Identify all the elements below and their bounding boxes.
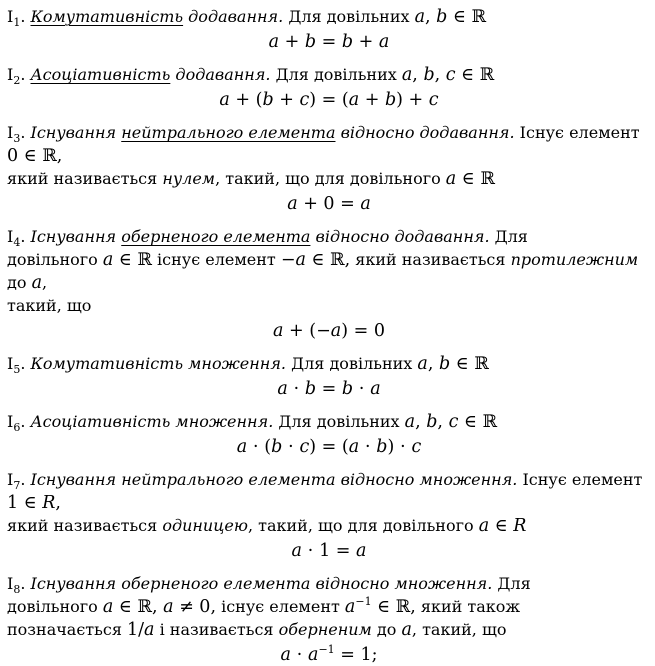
inline-math: a bbox=[31, 273, 43, 293]
axiom-paragraph bbox=[7, 225, 651, 317]
inline-math: a ∈ ℝ bbox=[445, 169, 495, 189]
axiom-block bbox=[7, 225, 651, 342]
text-segment: довільного bbox=[7, 250, 103, 269]
axiom-paragraph bbox=[7, 468, 651, 537]
text-segment: і називається bbox=[154, 620, 279, 639]
axiom-label-dot: . bbox=[20, 7, 26, 26]
text-segment: Для довільних bbox=[286, 354, 418, 373]
text-segment: позначається bbox=[7, 620, 128, 639]
text-segment: оберненого елемента bbox=[121, 227, 311, 246]
display-formula: a + 0 = a bbox=[287, 194, 371, 214]
axiom-block bbox=[7, 63, 651, 111]
axiom-label-subscript: 5 bbox=[13, 363, 21, 377]
axiom-block bbox=[7, 572, 651, 666]
text-segment: Комутативність bbox=[30, 7, 184, 26]
inline-math: a ∈ R bbox=[478, 516, 527, 536]
axiom-label-dot: . bbox=[20, 412, 26, 431]
axiom-label-letter: I bbox=[7, 123, 14, 142]
axiom-block bbox=[7, 410, 651, 458]
axiom-label bbox=[7, 354, 26, 377]
text-segment: додавання. bbox=[183, 7, 284, 26]
text-segment: нулем bbox=[162, 169, 216, 188]
text-segment: , такий, що bbox=[411, 620, 507, 639]
axiom-block bbox=[7, 352, 651, 400]
inline-math: a, b, c ∈ ℝ bbox=[404, 412, 497, 432]
axiom-label-dot: . bbox=[20, 470, 26, 489]
inline-math: a, b ∈ ℝ bbox=[414, 7, 486, 27]
axiom-label-letter: I bbox=[7, 227, 14, 246]
text-segment: відносно додавання. bbox=[335, 123, 515, 142]
inline-math: a, b, c ∈ ℝ bbox=[401, 65, 495, 85]
inline-math: a, b ∈ ℝ bbox=[417, 354, 489, 374]
axiom-label-letter: I bbox=[7, 470, 14, 489]
text-segment: який називається bbox=[7, 169, 163, 188]
axiom-label-letter: I bbox=[7, 574, 14, 593]
text-segment: Для bbox=[489, 227, 528, 246]
axiom-paragraph bbox=[7, 352, 651, 375]
axiom-label-dot: . bbox=[20, 65, 26, 84]
display-formula: $a \cdot a^{-1} = 1$; bbox=[280, 643, 378, 665]
text-segment: Існування bbox=[30, 123, 122, 142]
text-segment: одиницею bbox=[162, 516, 248, 535]
inline-math: a bbox=[401, 620, 412, 640]
axiom-paragraph bbox=[7, 63, 651, 86]
text-segment: Для довільних bbox=[283, 7, 415, 26]
axiom-paragraph bbox=[7, 5, 651, 28]
text-segment: Асоціативність множення. bbox=[30, 412, 274, 431]
text-segment: Існування bbox=[30, 227, 122, 246]
text-segment: нейтрального елемента bbox=[121, 123, 336, 142]
inline-math: $a^{-1}$ ∈ ℝ, bbox=[344, 595, 416, 617]
inline-math: a ∈ ℝ, a ≠ 0, bbox=[102, 597, 217, 617]
axiom-block bbox=[7, 5, 651, 53]
axiom-block bbox=[7, 121, 651, 215]
text-segment: до bbox=[7, 273, 32, 292]
math-axioms-document bbox=[7, 5, 651, 666]
text-segment: до bbox=[371, 620, 402, 639]
text-segment: Комутативність множення. bbox=[30, 354, 287, 373]
axiom-label-subscript: 3 bbox=[13, 132, 21, 146]
text-segment: існує елемент bbox=[216, 597, 345, 616]
axiom-label-subscript: 2 bbox=[13, 74, 21, 88]
axiom-label bbox=[7, 65, 26, 88]
inline-math: 1 ∈ R, bbox=[7, 493, 61, 513]
display-formula: a ⋅ 1 = a bbox=[291, 541, 367, 561]
display-formula: a + (b + c) = (a + b) + c bbox=[219, 90, 439, 110]
inline-math: −a ∈ ℝ, bbox=[280, 250, 351, 270]
axiom-label-subscript: 8 bbox=[13, 583, 21, 597]
text-segment: додавання. bbox=[170, 65, 271, 84]
text-segment: , такий, що для довільного bbox=[215, 169, 446, 188]
inline-math: a ∈ ℝ bbox=[102, 250, 152, 270]
text-segment: , такий, що для довільного bbox=[247, 516, 479, 535]
text-segment: існує елемент bbox=[151, 250, 281, 269]
text-segment: Існує елемент bbox=[514, 123, 640, 142]
text-segment: довільного bbox=[7, 597, 103, 616]
axiom-label bbox=[7, 412, 26, 435]
axiom-label-letter: I bbox=[7, 412, 14, 431]
text-segment: такий, що bbox=[7, 296, 92, 315]
axiom-label bbox=[7, 227, 26, 250]
text-segment: , bbox=[42, 273, 48, 292]
inline-math: 1/a bbox=[127, 620, 155, 640]
axiom-label-dot: . bbox=[20, 354, 26, 373]
text-segment: Для довільних bbox=[270, 65, 402, 84]
axiom-label-dot: . bbox=[20, 574, 26, 593]
text-segment: протилежним bbox=[510, 250, 639, 269]
text-segment: Існує елемент bbox=[517, 470, 643, 489]
display-formula: a + (−a) = 0 bbox=[273, 321, 385, 341]
text-segment: який також bbox=[415, 597, 521, 616]
text-segment: оберненим bbox=[278, 620, 372, 639]
axiom-block bbox=[7, 468, 651, 562]
text-segment: Для bbox=[492, 574, 531, 593]
text-segment: Для довільних bbox=[273, 412, 405, 431]
display-formula: a ⋅ (b ⋅ c) = (a ⋅ b) ⋅ c bbox=[236, 437, 422, 457]
axiom-label-subscript: 1 bbox=[13, 16, 21, 30]
text-segment: Існування нейтрального елемента відносно множення. bbox=[30, 470, 518, 489]
text-segment: який називається bbox=[7, 516, 163, 535]
axiom-paragraph bbox=[7, 410, 651, 433]
text-segment: відносно додавання. bbox=[310, 227, 490, 246]
axiom-label-dot: . bbox=[20, 123, 26, 142]
axiom-label-dot: . bbox=[20, 227, 26, 246]
text-segment: який називається bbox=[350, 250, 511, 269]
inline-math: 0 ∈ ℝ, bbox=[7, 146, 63, 166]
display-formula: a + b = b + a bbox=[268, 32, 390, 52]
axiom-label-subscript: 7 bbox=[13, 479, 21, 493]
axiom-label-subscript: 6 bbox=[13, 421, 21, 435]
display-formula: a ⋅ b = b ⋅ a bbox=[277, 379, 381, 399]
axiom-label bbox=[7, 574, 26, 597]
axiom-label bbox=[7, 7, 26, 30]
axiom-paragraph bbox=[7, 121, 651, 190]
axiom-label-letter: I bbox=[7, 7, 14, 26]
axiom-label bbox=[7, 123, 26, 146]
axiom-label-letter: I bbox=[7, 65, 14, 84]
text-segment: Асоціативність bbox=[30, 65, 171, 84]
axiom-label-subscript: 4 bbox=[13, 236, 21, 250]
text-segment: Існування оберненого елемента відносно множення. bbox=[30, 574, 493, 593]
axiom-label-letter: I bbox=[7, 354, 14, 373]
axiom-paragraph bbox=[7, 572, 651, 641]
axiom-label bbox=[7, 470, 26, 493]
